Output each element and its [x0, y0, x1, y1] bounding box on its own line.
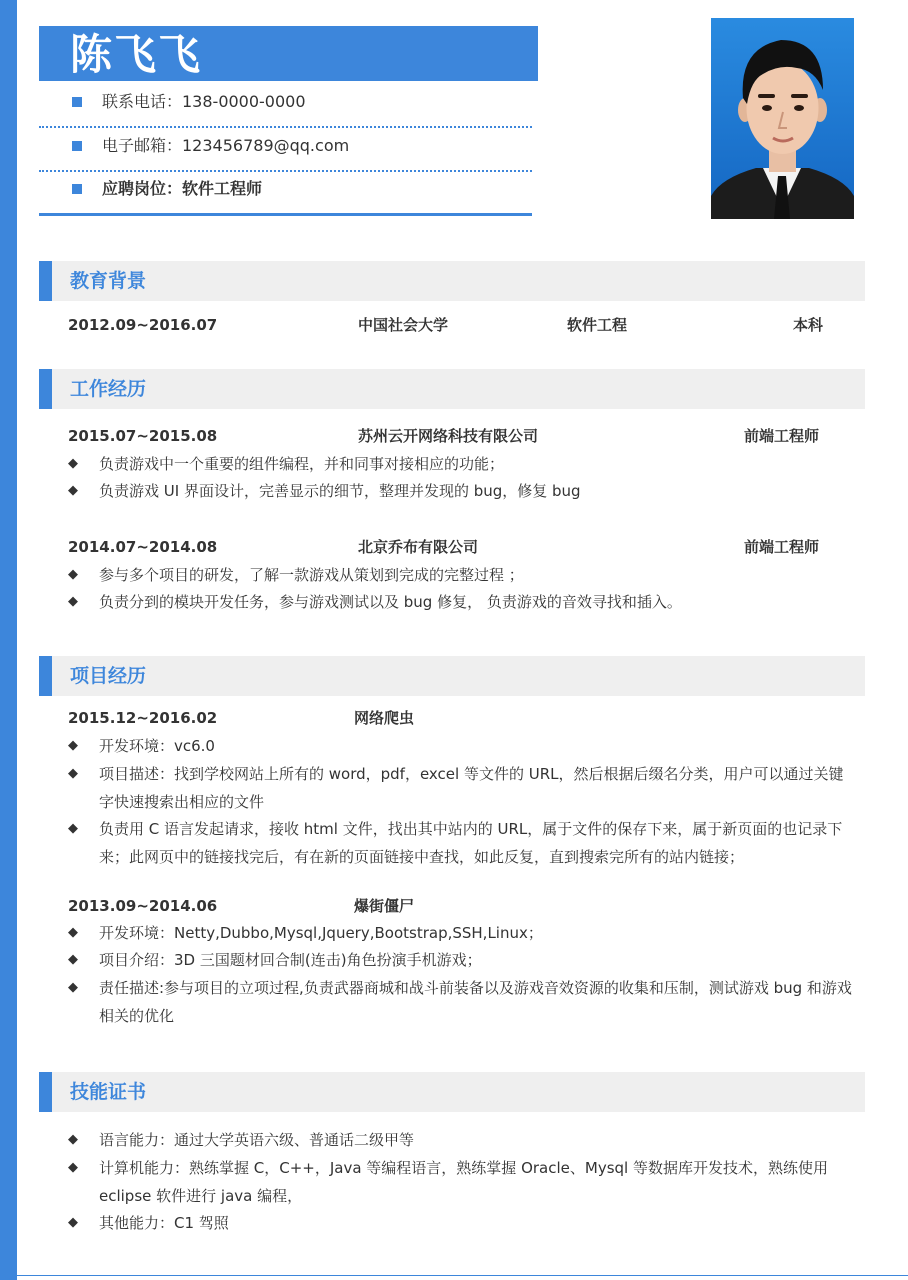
education-title: 教育背景	[70, 270, 147, 292]
list-item: ◆ 负责游戏 UI 界面设计，完善显示的细节，整理并发现的 bug，修复 bug	[68, 477, 858, 505]
diamond-bullet-icon: ◆	[68, 456, 78, 471]
job-role: 前端工程师	[744, 538, 820, 556]
project-period: 2015.12~2016.02	[68, 709, 218, 727]
job-period: 2014.07~2014.08	[68, 538, 218, 556]
job-company: 苏州云开网络科技有限公司	[358, 427, 539, 445]
email-row	[39, 126, 532, 172]
projects-title: 项目经历	[70, 665, 147, 687]
skills-title: 技能证书	[70, 1081, 147, 1103]
work-section-header	[39, 369, 865, 409]
square-bullet-icon	[72, 97, 82, 107]
bottom-rule	[17, 1275, 908, 1276]
portrait-illustration	[711, 18, 854, 219]
diamond-bullet-icon: ◆	[68, 821, 78, 836]
email-text: 电子邮箱：123456789@qq.com	[102, 136, 350, 155]
education-school: 中国社会大学	[358, 316, 449, 334]
diamond-bullet-icon: ◆	[68, 980, 78, 995]
list-item: ◆ 负责分到的模块开发任务，参与游戏测试以及 bug 修复， 负责游戏的音效寻找和插入。	[68, 588, 858, 616]
list-item: ◆ 参与多个项目的研发，了解一款游戏从策划到完成的完整过程 ；	[68, 561, 858, 589]
list-item: ◆ 其他能力：C1 驾照	[68, 1209, 858, 1237]
education-degree: 本科	[793, 316, 824, 334]
diamond-bullet-icon: ◆	[68, 594, 78, 609]
diamond-bullet-icon: ◆	[68, 1215, 78, 1230]
list-item: ◆ 项目介绍：3D 三国题材回合制(连击)角色扮演手机游戏；	[68, 946, 858, 974]
section-marker	[39, 369, 52, 409]
candidate-name: 陈飞飞	[70, 30, 203, 79]
phone-text: 联系电话：138-0000-0000	[102, 92, 306, 111]
job-role: 前端工程师	[744, 427, 820, 445]
diamond-bullet-icon: ◆	[68, 738, 78, 753]
list-item: ◆ 负责用 C 语言发起请求，接收 html 文件，找出其中站内的 URL，属于文件的保存下来，属于新页面的也记录下来；此网页中的链接找完后，有在新的页面链接中查找，如此反复，直到搜索完所有的站内链接；	[68, 815, 858, 871]
job-company: 北京乔布有限公司	[358, 538, 479, 556]
diamond-bullet-icon: ◆	[68, 952, 78, 967]
square-bullet-icon	[72, 184, 82, 194]
list-item: ◆ 开发环境：vc6.0	[68, 732, 858, 760]
education-section-header	[39, 261, 865, 301]
list-item: ◆ 项目描述：找到学校网站上所有的 word，pdf，excel 等文件的 URL，然后根据后缀名分类，用户可以通过关键字快速搜索出相应的文件	[68, 760, 858, 816]
education-major: 软件工程	[567, 316, 628, 334]
job-period: 2015.07~2015.08	[68, 427, 218, 445]
diamond-bullet-icon: ◆	[68, 567, 78, 582]
section-marker	[39, 1072, 52, 1112]
skills-section-header	[39, 1072, 865, 1112]
diamond-bullet-icon: ◆	[68, 1132, 78, 1147]
phone-row	[39, 82, 532, 128]
diamond-bullet-icon: ◆	[68, 925, 78, 940]
list-item: ◆ 责任描述:参与项目的立项过程,负责武器商城和战斗前装备以及游戏音效资源的收集和压制，测试游戏 bug 和游戏相关的优化	[68, 974, 858, 1030]
list-item: ◆ 负责游戏中一个重要的组件编程，并和同事对接相应的功能；	[68, 450, 858, 478]
position-text: 应聘岗位：软件工程师	[102, 179, 263, 198]
profile-photo	[711, 18, 854, 219]
diamond-bullet-icon: ◆	[68, 1160, 78, 1175]
projects-section-header	[39, 656, 865, 696]
education-period: 2012.09~2016.07	[68, 316, 218, 334]
position-row	[39, 169, 532, 216]
project-name: 网络爬虫	[354, 709, 415, 727]
diamond-bullet-icon: ◆	[68, 766, 78, 781]
list-item: ◆ 计算机能力：熟练掌握 C，C++，Java 等编程语言，熟练掌握 Oracle、Mysql 等数据库开发技术，熟练使用 eclipse 软件进行 java 编程，	[68, 1154, 858, 1210]
work-title: 工作经历	[70, 378, 147, 400]
diamond-bullet-icon: ◆	[68, 483, 78, 498]
list-item: ◆ 语言能力：通过大学英语六级、普通话二级甲等	[68, 1126, 858, 1154]
left-accent-bar	[0, 0, 17, 1280]
list-item: ◆ 开发环境：Netty,Dubbo,Mysql,Jquery,Bootstrap,SSH,Linux；	[68, 919, 858, 947]
square-bullet-icon	[72, 141, 82, 151]
section-marker	[39, 656, 52, 696]
section-marker	[39, 261, 52, 301]
project-period: 2013.09~2014.06	[68, 897, 218, 915]
project-name: 爆街僵尸	[354, 897, 415, 915]
